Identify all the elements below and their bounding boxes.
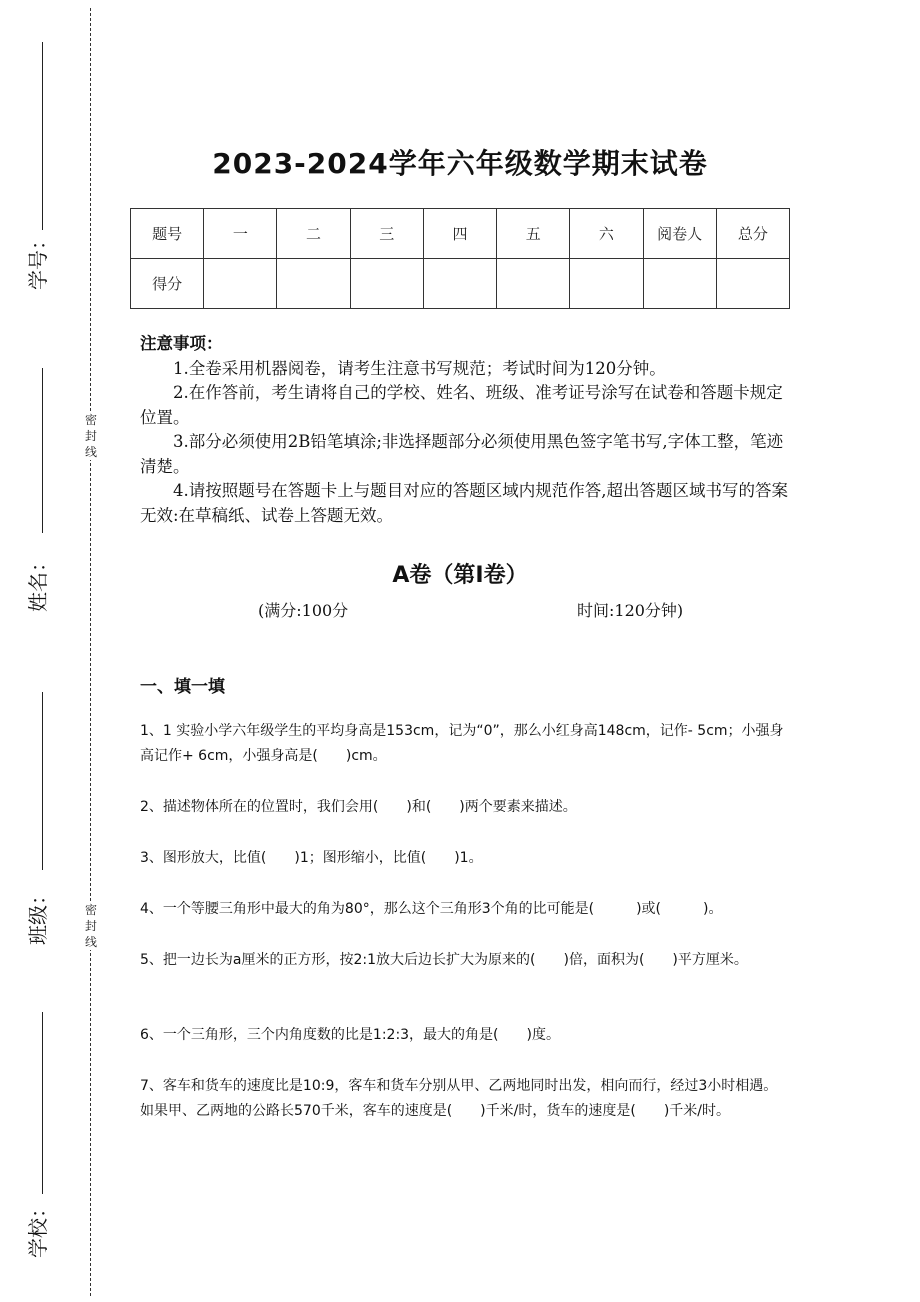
school-label: 学校： [26, 1198, 50, 1258]
question-item: 7、客车和货车的速度比是10:9，客车和货车分别从甲、乙两地同时出发，相向而行，经过3小时相遇。如果甲、乙两地的公路长570千米，客车的速度是( )千米/时，货车的速度是( )千米/时。 [140, 1078, 778, 1119]
score-table [130, 208, 790, 309]
score-cell[interactable] [423, 259, 496, 309]
score-cell[interactable] [277, 259, 350, 309]
score-cell[interactable] [497, 259, 570, 309]
student-id-line[interactable] [42, 42, 43, 230]
seal-char: 封 [84, 429, 97, 443]
seal-char: 密 [84, 903, 97, 917]
table-header-cell: 总分 [716, 209, 789, 259]
note-item: 3.部分必须使用2B铅笔填涂;非选择题部分必须使用黑色签字笔书写,字体工整，笔迹清楚。 [140, 432, 784, 476]
score-table-header-row [131, 209, 790, 259]
full-score: (满分:100分 [258, 601, 349, 620]
table-header-cell: 阅卷人 [643, 209, 716, 259]
class-line[interactable] [42, 692, 43, 870]
score-cell[interactable] [716, 259, 789, 309]
name-label: 姓名： [26, 552, 50, 612]
seal-char: 封 [84, 919, 97, 933]
seal-char: 线 [84, 935, 97, 949]
table-header-cell: 二 [277, 209, 350, 259]
score-cell[interactable] [643, 259, 716, 309]
table-header-cell: 一 [204, 209, 277, 259]
score-cell[interactable] [570, 259, 643, 309]
student-id-label: 学号： [26, 230, 50, 290]
name-line[interactable] [42, 368, 43, 533]
table-header-cell: 三 [350, 209, 423, 259]
section-title: A卷（第I卷） [392, 563, 528, 588]
note-item: 4.请按照题号在答题卡上与题目对应的答题区域内规范作答,超出答题区域书写的答案无效:在草稿纸、试卷上答题无效。 [140, 481, 788, 525]
score-cell[interactable] [204, 259, 277, 309]
note-item: 2.在作答前，考生请将自己的学校、姓名、班级、准考证号涂写在试卷和答题卡规定位置。 [140, 383, 783, 427]
question-item: 3、图形放大，比值( )1；图形缩小，比值( )1。 [140, 850, 483, 866]
exam-notes [140, 332, 788, 528]
seal-label-top [83, 412, 99, 460]
question-item: 1、1 实验小学六年级学生的平均身高是153cm，记为“0”，那么小红身高148cm，记作- 5cm；小强身高记作+ 6cm，小强身高是( )cm。 [140, 723, 784, 764]
seal-char: 密 [84, 413, 97, 427]
score-table-score-row [131, 259, 790, 309]
note-item: 1.全卷采用机器阅卷，请考生注意书写规范；考试时间为120分钟。 [173, 358, 666, 378]
school-line[interactable] [42, 1012, 43, 1194]
binding-dashed-line [90, 8, 91, 1296]
table-header-cell: 四 [423, 209, 496, 259]
class-label: 班级： [26, 885, 50, 945]
exam-title: 2023-2024学年六年级数学期末试卷 [212, 147, 708, 180]
seal-label-bottom [83, 902, 99, 950]
notes-heading: 注意事项： [140, 334, 223, 353]
score-row-label: 得分 [131, 259, 204, 309]
seal-char: 线 [84, 445, 97, 459]
exam-time: 时间:120分钟) [577, 601, 684, 620]
question-item: 6、一个三角形，三个内角度数的比是1:2:3，最大的角是( )度。 [140, 1027, 560, 1043]
question-item: 2、描述物体所在的位置时，我们会用( )和( )两个要素来描述。 [140, 799, 577, 815]
part-title: 一、填一填 [140, 677, 225, 697]
table-header-cell: 题号 [131, 209, 204, 259]
score-cell[interactable] [350, 259, 423, 309]
table-header-cell: 六 [570, 209, 643, 259]
table-header-cell: 五 [497, 209, 570, 259]
question-item: 4、一个等腰三角形中最大的角为80°，那么这个三角形3个角的比可能是( )或( )。 [140, 901, 723, 917]
question-item: 5、把一边长为a厘米的正方形，按2:1放大后边长扩大为原来的( )倍，面积为( )平方厘米。 [140, 952, 748, 968]
